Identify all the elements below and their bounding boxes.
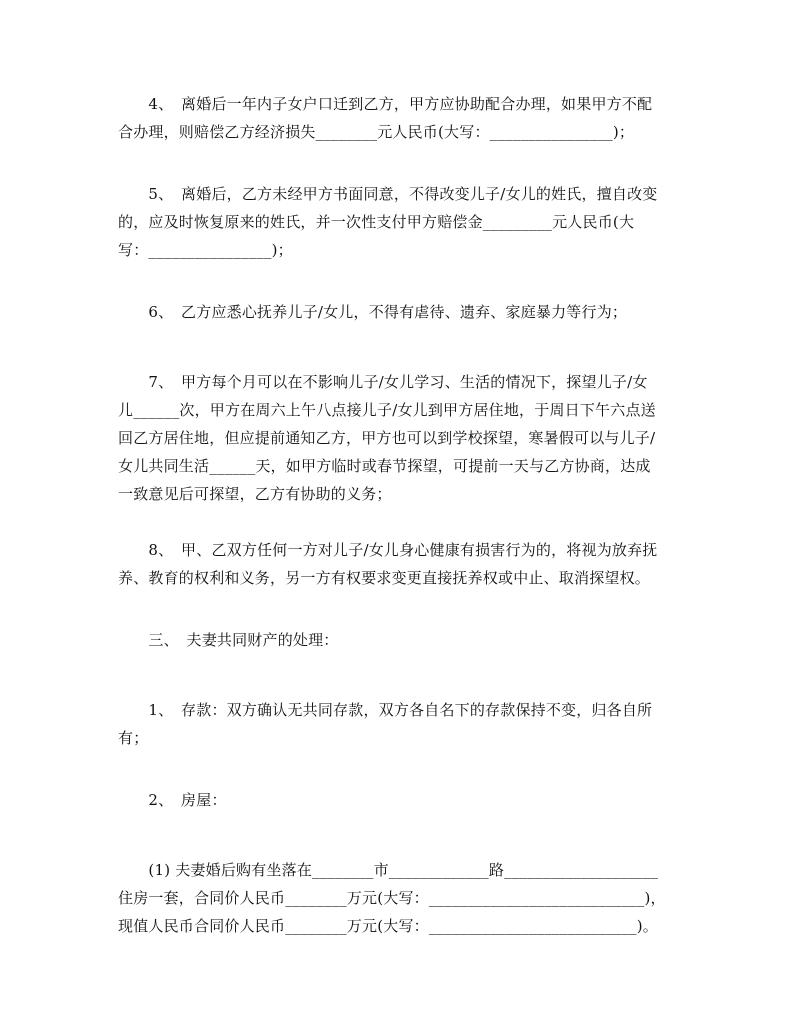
item-1-deposits	[118, 696, 678, 752]
clause-8	[118, 536, 678, 592]
text-line: 写：________________)；	[118, 241, 293, 259]
text-line: (1) 夫妻婚后购有坐落在________市_____________路____________________	[118, 861, 659, 879]
text-line: 有；	[118, 729, 149, 747]
text-line: 8、 甲、乙双方任何一方对儿子/女儿身心健康有损害行为的，将视为放弃抚	[118, 541, 658, 559]
text-line: 养、教育的权利和义务，另一方有权要求变更直接抚养权或中止、取消探望权。	[118, 569, 651, 587]
clause-4	[118, 90, 678, 146]
text-line: 儿______次，甲方在周六上午八点接儿子/女儿到甲方居住地，于周日下午六点送	[118, 401, 656, 419]
text-line: 一致意见后可探望，乙方有协助的义务；	[118, 485, 392, 503]
section-3-heading	[118, 626, 678, 654]
text-line: 1、 存款：双方确认无共同存款，双方各自名下的存款保持不变，归各自所	[118, 701, 653, 719]
clause-5	[118, 180, 678, 264]
text-line: 5、 离婚后，乙方未经甲方书面同意，不得改变儿子/女儿的姓氏，擅自改变	[118, 185, 658, 203]
text-line: 4、 离婚后一年内子女户口迁到乙方，甲方应协助配合办理，如果甲方不配	[118, 95, 653, 113]
text-line: 7、 甲方每个月可以在不影响儿子/女儿学习、生活的情况下，探望儿子/女	[118, 373, 648, 391]
clause-6	[118, 298, 678, 326]
text-line: 2、 房屋：	[118, 791, 227, 809]
clause-7	[118, 368, 678, 508]
text-line: 女儿共同生活______天，如甲方临时或春节探望，可提前一天与乙方协商，达成	[118, 457, 651, 475]
text-line: 合办理，则赔偿乙方经济损失________元人民币(大写：________________)；	[118, 123, 635, 141]
item-2-housing	[118, 786, 678, 814]
item-2-1-property	[118, 856, 678, 940]
text-line: 住房一套，合同价人民币________万元(大写：____________________________)，	[118, 889, 666, 907]
text-line: 回乙方居住地，但应提前通知乙方，甲方也可以到学校探望，寒暑假可以与儿子/	[118, 429, 656, 447]
text-line: 三、 夫妻共同财产的处理：	[118, 631, 339, 649]
text-line: 6、 乙方应悉心抚养儿子/女儿，不得有虐待、遗弃、家庭暴力等行为；	[118, 303, 628, 321]
text-line: 现值人民币合同价人民币________万元(大写：___________________________)。	[118, 917, 659, 935]
text-line: 的，应及时恢复原来的姓氏，并一次性支付甲方赔偿金_________元人民币(大	[118, 213, 635, 231]
